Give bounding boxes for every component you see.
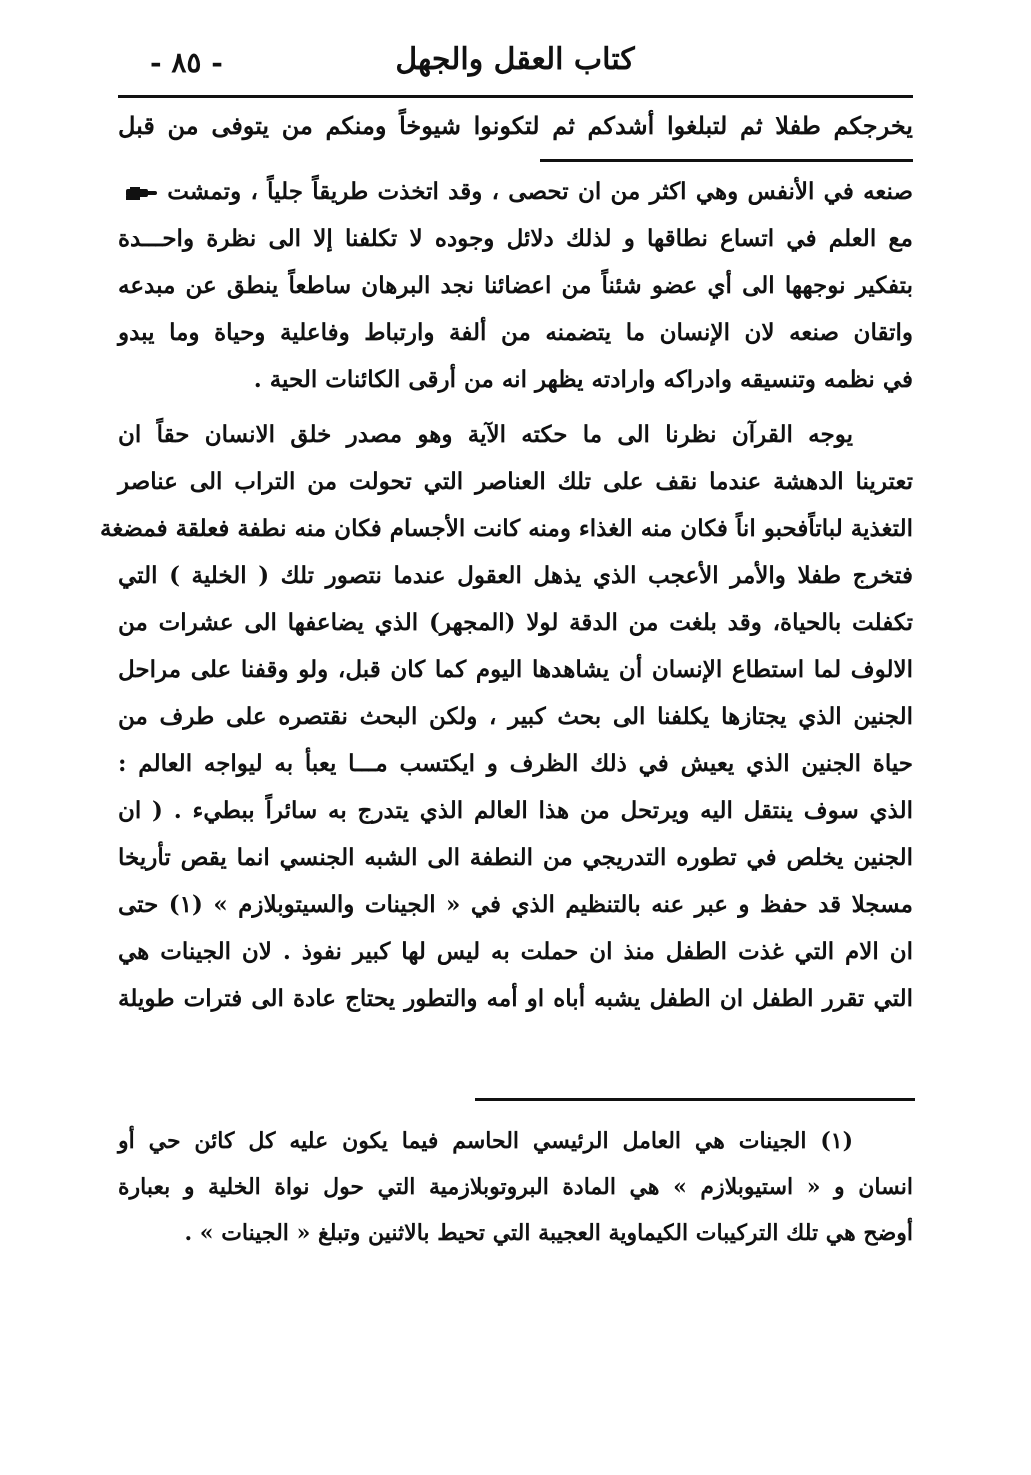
running-head	[120, 40, 910, 90]
text-line: ان الام التي غذت الطفل منذ ان حملت به ليس لها كبير نفوذ . لان الجينات هي	[118, 938, 913, 965]
text-line: بتفكير نوجهها الى أي عضو شئناً من اعضائنا نجد البرهان ساطعاً ينطق عن مبدعه	[118, 272, 913, 299]
text-line: يوجه القرآن نظرنا الى ما حكته الآية وهو مصدر خلق الانسان حقاً ان	[118, 421, 853, 448]
footnote-rule	[475, 1098, 915, 1101]
text-line	[118, 168, 913, 215]
text-line: الجنين يخلص في تطوره التدريجي من النطفة الى الشبه الجنسي انما يقص تأريخا	[118, 844, 913, 871]
paragraph-gap	[118, 403, 913, 411]
text-line: مع العلم في اتساع نطاقها و لذلك دلائل وجوده لا تكلفنا إلا الى نظرة واحـــدة	[118, 225, 913, 252]
footnote-line: (١) الجينات هي العامل الرئيسي الحاسم فيما يكون عليه كل كائن حي أو	[118, 1128, 853, 1154]
text-line: تكفلت بالحياة، وقد بلغت من الدقة لولا (المجهر) الذي يضاعفها الى عشرات من	[118, 609, 913, 636]
text-line: تعترينا الدهشة عندما نقف على تلك العناصر التي تحولت من التراب الى عناصر	[118, 468, 913, 495]
text-line: مسجلا قد حفظ و عبر عنه بالتنظيم الذي في « الجينات والسيتوبلازم » (١) حتى	[118, 891, 913, 918]
text-line: حياة الجنين الذي يعيش في ذلك الظرف و ايكتسب مـــا يعبأ به ليواجه العالم :	[118, 750, 913, 777]
text-line-content: صنعه في الأنفس وهي اكثر من ان تحصى ، وقد اتخذت طريقاً جلياً ، وتمشت	[167, 178, 913, 205]
footnotes	[118, 1118, 913, 1256]
text-line: واتقان صنعه لان الإنسان ما يتضمنه من ألفة وارتباط وفاعلية وحياة وما يبدو	[118, 319, 913, 346]
main-text	[99, 168, 913, 1022]
text-line: التغذية لباتاًفحبو اناً فكان منه الغذاء ومنه كانت الأجسام فكان منه نطفة فعلقة فمضغة	[99, 515, 913, 542]
page-number: - ٨٥ -	[150, 46, 223, 79]
text-line: الذي سوف ينتقل اليه ويرتحل من هذا العالم الذي يتدرج به سائراً ببطيء . ( ان	[118, 797, 913, 824]
footnote-line: انسان و « استيوبلازم » هي المادة البروتوبلازمية التي حول نواة الخلية و بعبارة	[118, 1174, 913, 1200]
text-line: الجنين الذي يجتازها يكلفنا الى بحث كبير ، ولكن البحث نقتصره على طرف من	[118, 703, 913, 730]
text-line: فتخرج طفلا والأمر الأعجب الذي يذهل العقول عندما نتصور تلك ( الخلية ) التي	[118, 562, 913, 589]
verse-rule	[540, 159, 913, 162]
footnote-line: أوضح هي تلك التركيبات الكيماوية العجيبة التي تحيط بالاثنين وتبلغ « الجينات » .	[184, 1220, 913, 1246]
text-line: الالوف لما استطاع الإنسان أن يشاهدها اليوم كما كان قبل، ولو وقفنا على مراحل	[118, 656, 913, 683]
book-title: كتاب العقل والجهل	[395, 42, 635, 77]
text-line: التي تقرر الطفل ان الطفل يشبه أباه او أمه والتطور يحتاج عادة الى فترات طويلة	[118, 985, 913, 1012]
header-rule	[118, 95, 913, 98]
text-line: في نظمه وتنسيقه وادراكه وارادته يظهر انه من أرقى الكائنات الحية .	[253, 366, 913, 393]
quran-verse-line: يخرجكم طفلا ثم لتبلغوا أشدكم ثم لتكونوا شيوخاً ومنكم من يتوفى من قبل	[118, 111, 913, 140]
pointing-hand-icon	[124, 184, 158, 202]
